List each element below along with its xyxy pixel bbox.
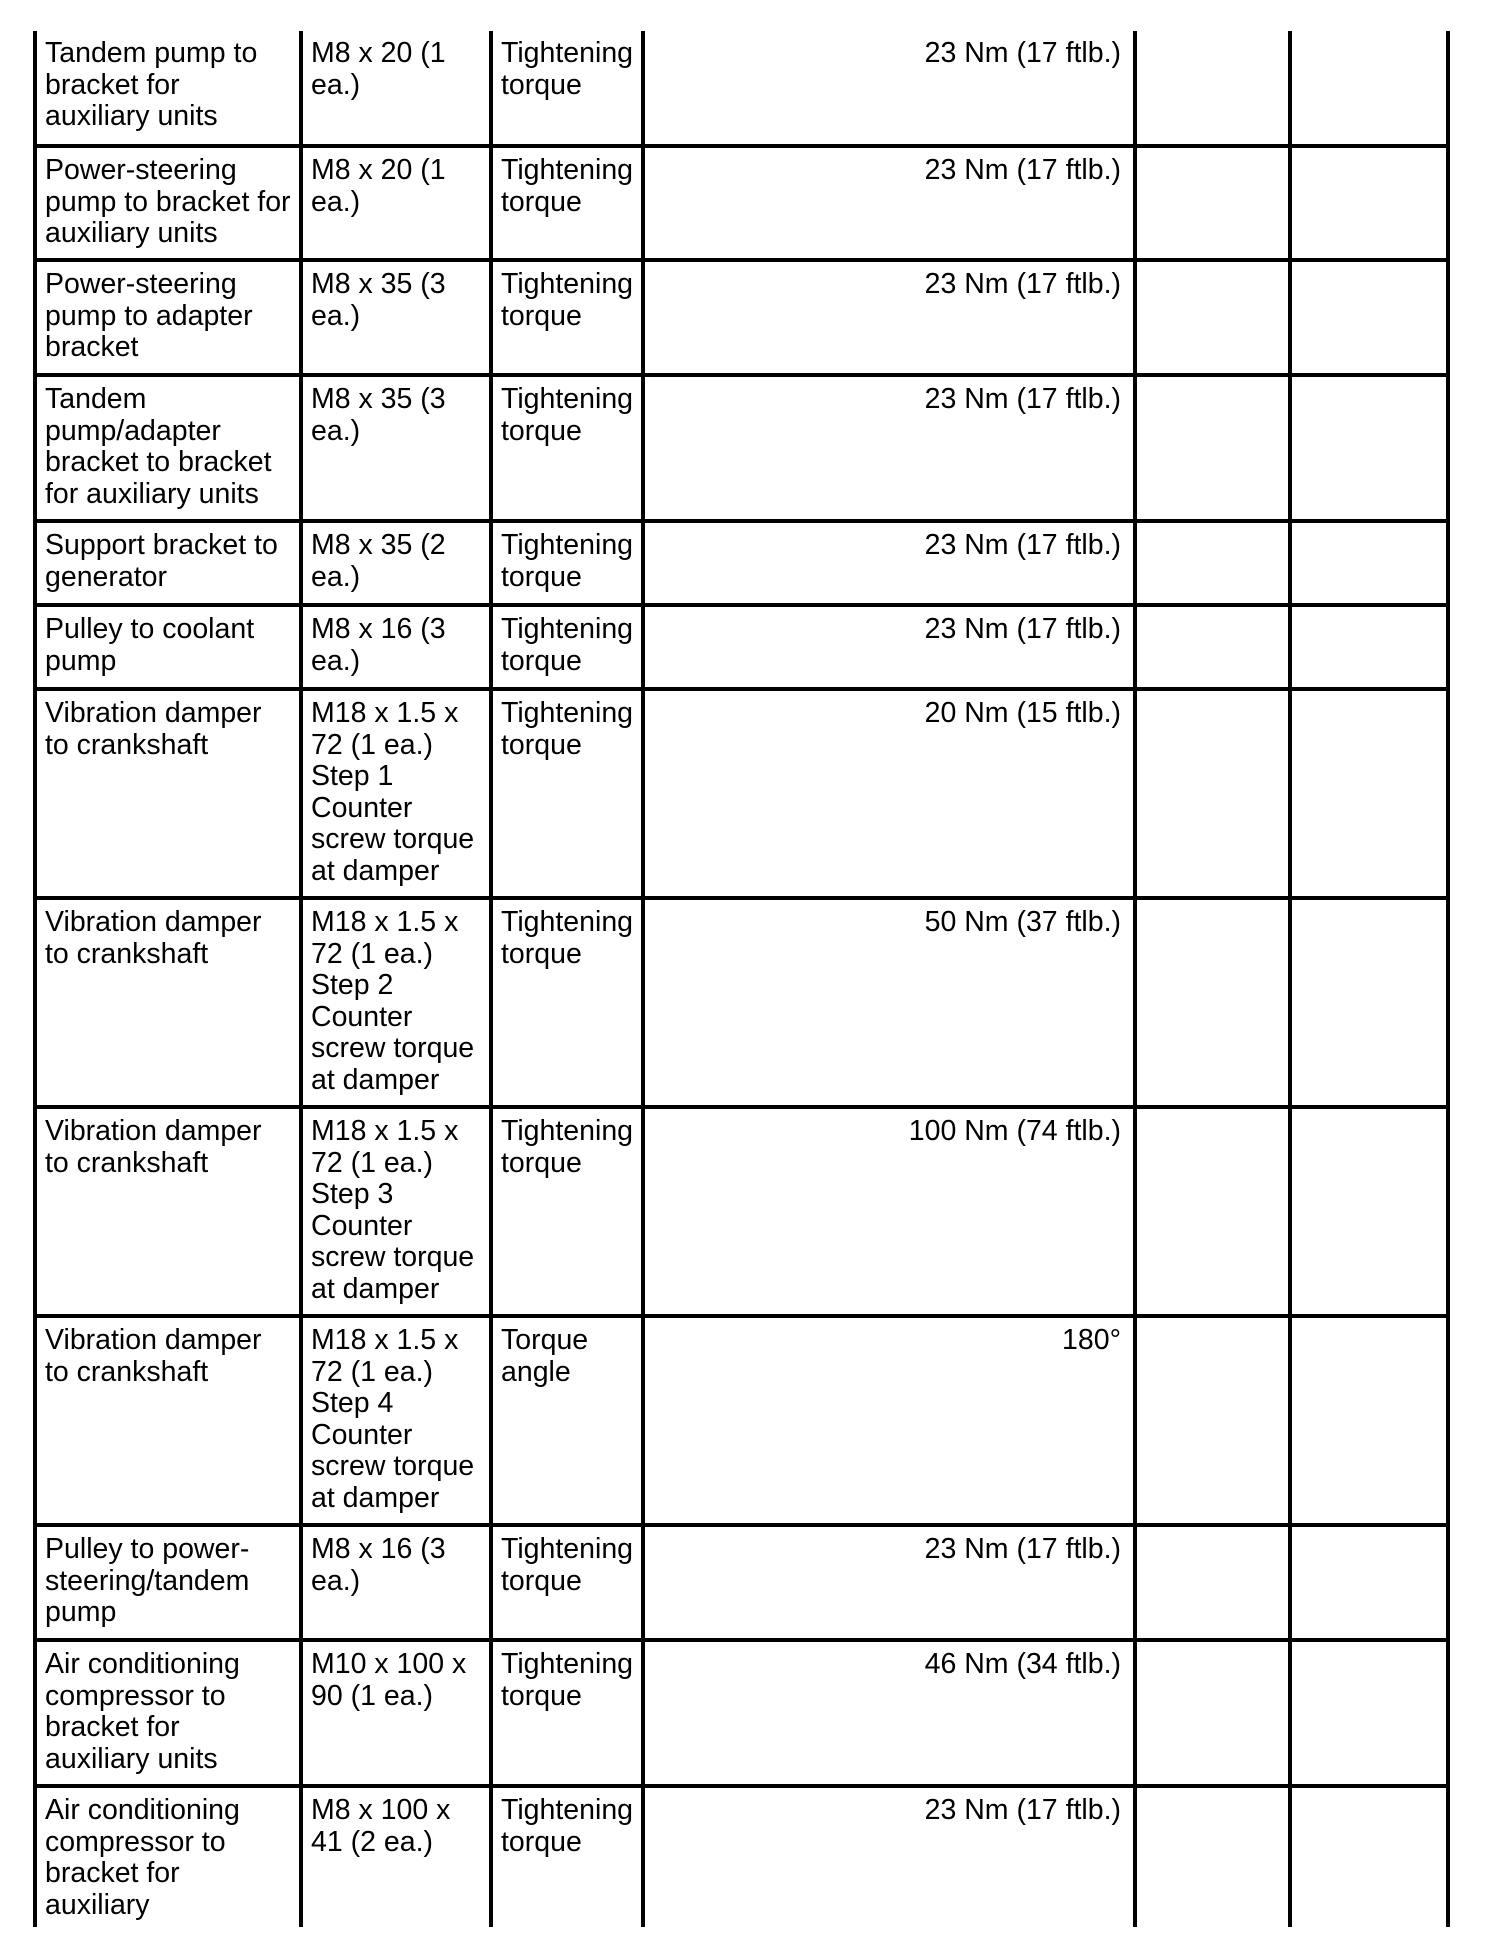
fastener-cell: M18 x 1.5 x 72 (1 ea.) Step 3 Counter screw torque at damper (301, 1107, 491, 1316)
spec-type-cell: Tightening torque (491, 1107, 643, 1316)
spec-type-cell: Tightening torque (491, 260, 643, 375)
empty-cell (1135, 1316, 1290, 1525)
empty-cell (1290, 521, 1448, 605)
component-cell: Support bracket to generator (35, 521, 301, 605)
value-cell: 180° (643, 1316, 1135, 1525)
component-cell: Vibration damper to crankshaft (35, 1316, 301, 1525)
spec-type-cell: Tightening torque (491, 146, 643, 260)
value-cell: 46 Nm (34 ftlb.) (643, 1640, 1135, 1786)
empty-cell (1135, 1786, 1290, 1927)
table-row (35, 1640, 1448, 1786)
fastener-cell: M18 x 1.5 x 72 (1 ea.) Step 4 Counter screw torque at damper (301, 1316, 491, 1525)
value-cell: 23 Nm (17 ftlb.) (643, 605, 1135, 689)
component-cell: Power-steering pump to adapter bracket (35, 260, 301, 375)
spec-type-cell: Tightening torque (491, 1640, 643, 1786)
fastener-cell: M8 x 20 (1 ea.) (301, 146, 491, 260)
spec-type-cell: Tightening torque (491, 689, 643, 898)
spec-type-cell: Tightening torque (491, 521, 643, 605)
component-cell: Pulley to power-steering/tandem pump (35, 1525, 301, 1640)
fastener-cell: M18 x 1.5 x 72 (1 ea.) Step 1 Counter screw torque at damper (301, 689, 491, 898)
empty-cell (1290, 605, 1448, 689)
empty-cell (1135, 521, 1290, 605)
fastener-cell: M18 x 1.5 x 72 (1 ea.) Step 2 Counter screw torque at damper (301, 898, 491, 1107)
value-cell: 23 Nm (17 ftlb.) (643, 521, 1135, 605)
value-cell: 23 Nm (17 ftlb.) (643, 1525, 1135, 1640)
value-cell: 23 Nm (17 ftlb.) (643, 146, 1135, 260)
fastener-cell: M8 x 35 (3 ea.) (301, 375, 491, 521)
spec-type-cell: Tightening torque (491, 375, 643, 521)
table-row (35, 1107, 1448, 1316)
value-cell: 23 Nm (17 ftlb.) (643, 1786, 1135, 1927)
empty-cell (1290, 1316, 1448, 1525)
empty-cell (1290, 1107, 1448, 1316)
component-cell: Tandem pump/adapter bracket to bracket for auxiliary units (35, 375, 301, 521)
empty-cell (1290, 689, 1448, 898)
fastener-cell: M8 x 35 (2 ea.) (301, 521, 491, 605)
value-cell: 23 Nm (17 ftlb.) (643, 375, 1135, 521)
empty-cell (1290, 898, 1448, 1107)
value-cell: 50 Nm (37 ftlb.) (643, 898, 1135, 1107)
fastener-cell: M8 x 16 (3 ea.) (301, 605, 491, 689)
component-cell: Air conditioning compressor to bracket for auxiliary units (35, 1640, 301, 1786)
empty-cell (1135, 898, 1290, 1107)
component-cell: Tandem pump to bracket for auxiliary units (35, 31, 301, 146)
table-row (35, 146, 1448, 260)
empty-cell (1135, 31, 1290, 146)
torque-spec-table (33, 31, 1450, 1927)
value-cell: 23 Nm (17 ftlb.) (643, 260, 1135, 375)
table-row (35, 375, 1448, 521)
table-row (35, 260, 1448, 375)
fastener-cell: M8 x 100 x 41 (2 ea.) (301, 1786, 491, 1927)
empty-cell (1135, 375, 1290, 521)
spec-type-cell: Tightening torque (491, 1525, 643, 1640)
component-cell: Vibration damper to crankshaft (35, 689, 301, 898)
empty-cell (1135, 689, 1290, 898)
spec-type-cell: Tightening torque (491, 31, 643, 146)
component-cell: Vibration damper to crankshaft (35, 1107, 301, 1316)
empty-cell (1290, 146, 1448, 260)
table-row (35, 1525, 1448, 1640)
table-row (35, 605, 1448, 689)
empty-cell (1290, 1640, 1448, 1786)
empty-cell (1135, 1525, 1290, 1640)
table-row (35, 31, 1448, 146)
empty-cell (1290, 1786, 1448, 1927)
empty-cell (1135, 605, 1290, 689)
empty-cell (1135, 146, 1290, 260)
component-cell: Power-steering pump to bracket for auxiliary units (35, 146, 301, 260)
empty-cell (1135, 260, 1290, 375)
empty-cell (1290, 375, 1448, 521)
empty-cell (1290, 1525, 1448, 1640)
table-row (35, 689, 1448, 898)
table-row (35, 1786, 1448, 1927)
value-cell: 100 Nm (74 ftlb.) (643, 1107, 1135, 1316)
empty-cell (1290, 260, 1448, 375)
empty-cell (1290, 31, 1448, 146)
empty-cell (1135, 1640, 1290, 1786)
empty-cell (1135, 1107, 1290, 1316)
value-cell: 23 Nm (17 ftlb.) (643, 31, 1135, 146)
table-row (35, 898, 1448, 1107)
table-row (35, 521, 1448, 605)
value-cell: 20 Nm (15 ftlb.) (643, 689, 1135, 898)
fastener-cell: M10 x 100 x 90 (1 ea.) (301, 1640, 491, 1786)
table-row (35, 1316, 1448, 1525)
component-cell: Air conditioning compressor to bracket for auxiliary (35, 1786, 301, 1927)
component-cell: Pulley to coolant pump (35, 605, 301, 689)
fastener-cell: M8 x 16 (3 ea.) (301, 1525, 491, 1640)
fastener-cell: M8 x 35 (3 ea.) (301, 260, 491, 375)
spec-type-cell: Torque angle (491, 1316, 643, 1525)
fastener-cell: M8 x 20 (1 ea.) (301, 31, 491, 146)
component-cell: Vibration damper to crankshaft (35, 898, 301, 1107)
spec-type-cell: Tightening torque (491, 1786, 643, 1927)
spec-type-cell: Tightening torque (491, 898, 643, 1107)
spec-type-cell: Tightening torque (491, 605, 643, 689)
